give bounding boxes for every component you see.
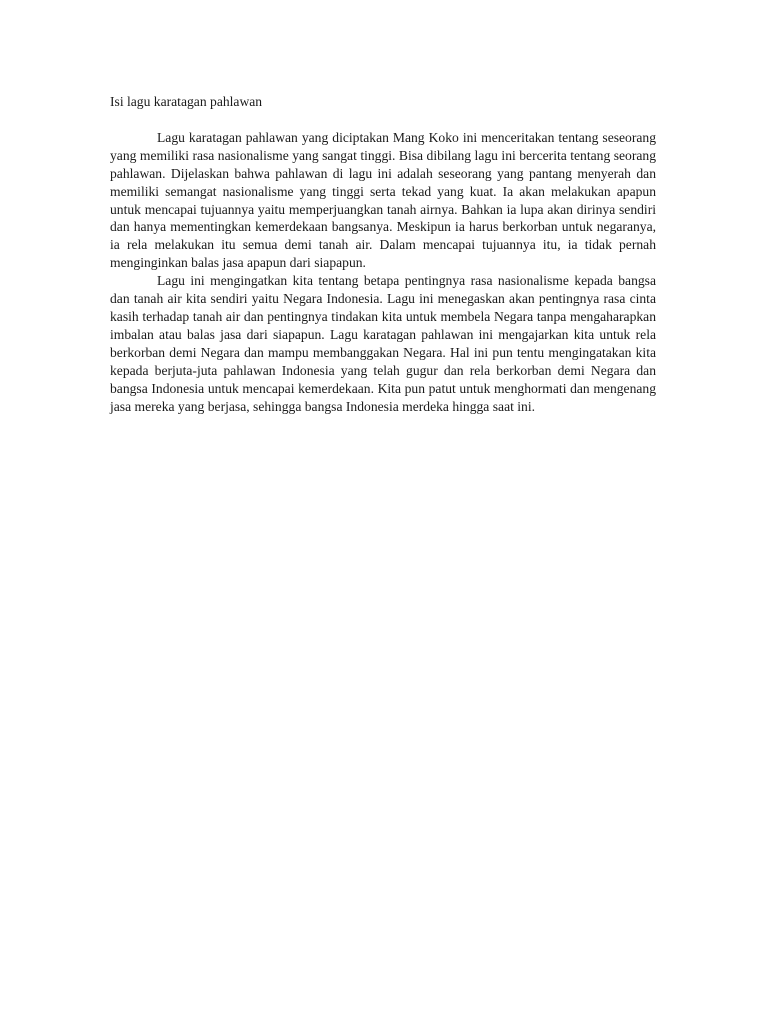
paragraph-2: Lagu ini mengingatkan kita tentang betapa pentingnya rasa nasionalisme kepada bangsa dan tanah air kita sendiri yaitu Negara Indonesia. Lagu ini menegaskan akan pentingnya rasa cinta kasih terhadap tanah air dan pentingnya tindakan kita untuk membela Negara tanpa mengaharapkan imbalan atau balas jasa dari siapapun. Lagu karatagan pahlawan ini mengajarkan kita untuk rela berkorban demi Negara dan mampu membanggakan Negara. Hal ini pun tentu mengingatakan kita kepada berjuta-juta pahlawan Indonesia yang telah gugur dan rela berkorban demi Negara dan bangsa Indonesia untuk mencapai kemerdekaan. Kita pun patut untuk menghormati dan mengenang jasa mereka yang berjasa, sehingga bangsa Indonesia merdeka hingga saat ini. [110, 273, 656, 414]
paragraph-1: Lagu karatagan pahlawan yang diciptakan Mang Koko ini menceritakan tentang seseorang yang memiliki rasa nasionalisme yang sangat tinggi. Bisa dibilang lagu ini bercerita tentang seorang pahlawan. Dijelaskan bahwa pahlawan di lagu ini adalah seseorang yang pantang menyerah dan memiliki semangat nasionalisme yang tinggi serta tekad yang kuat. Ia akan melakukan apapun untuk mencapai tujuannya yaitu memperjuangkan tanah airnya. Bahkan ia lupa akan dirinya sendiri dan hanya mementingkan kemerdekaan bangsanya. Meskipun ia harus berkorban untuk negaranya, ia rela melakukan itu semua demi tanah air. Dalam mencapai tujuannya itu, ia tidak pernah menginginkan balas jasa apapun dari siapapun. [110, 129, 656, 271]
document-title: Isi lagu karatagan pahlawan [110, 94, 263, 109]
document-body [110, 93, 656, 415]
